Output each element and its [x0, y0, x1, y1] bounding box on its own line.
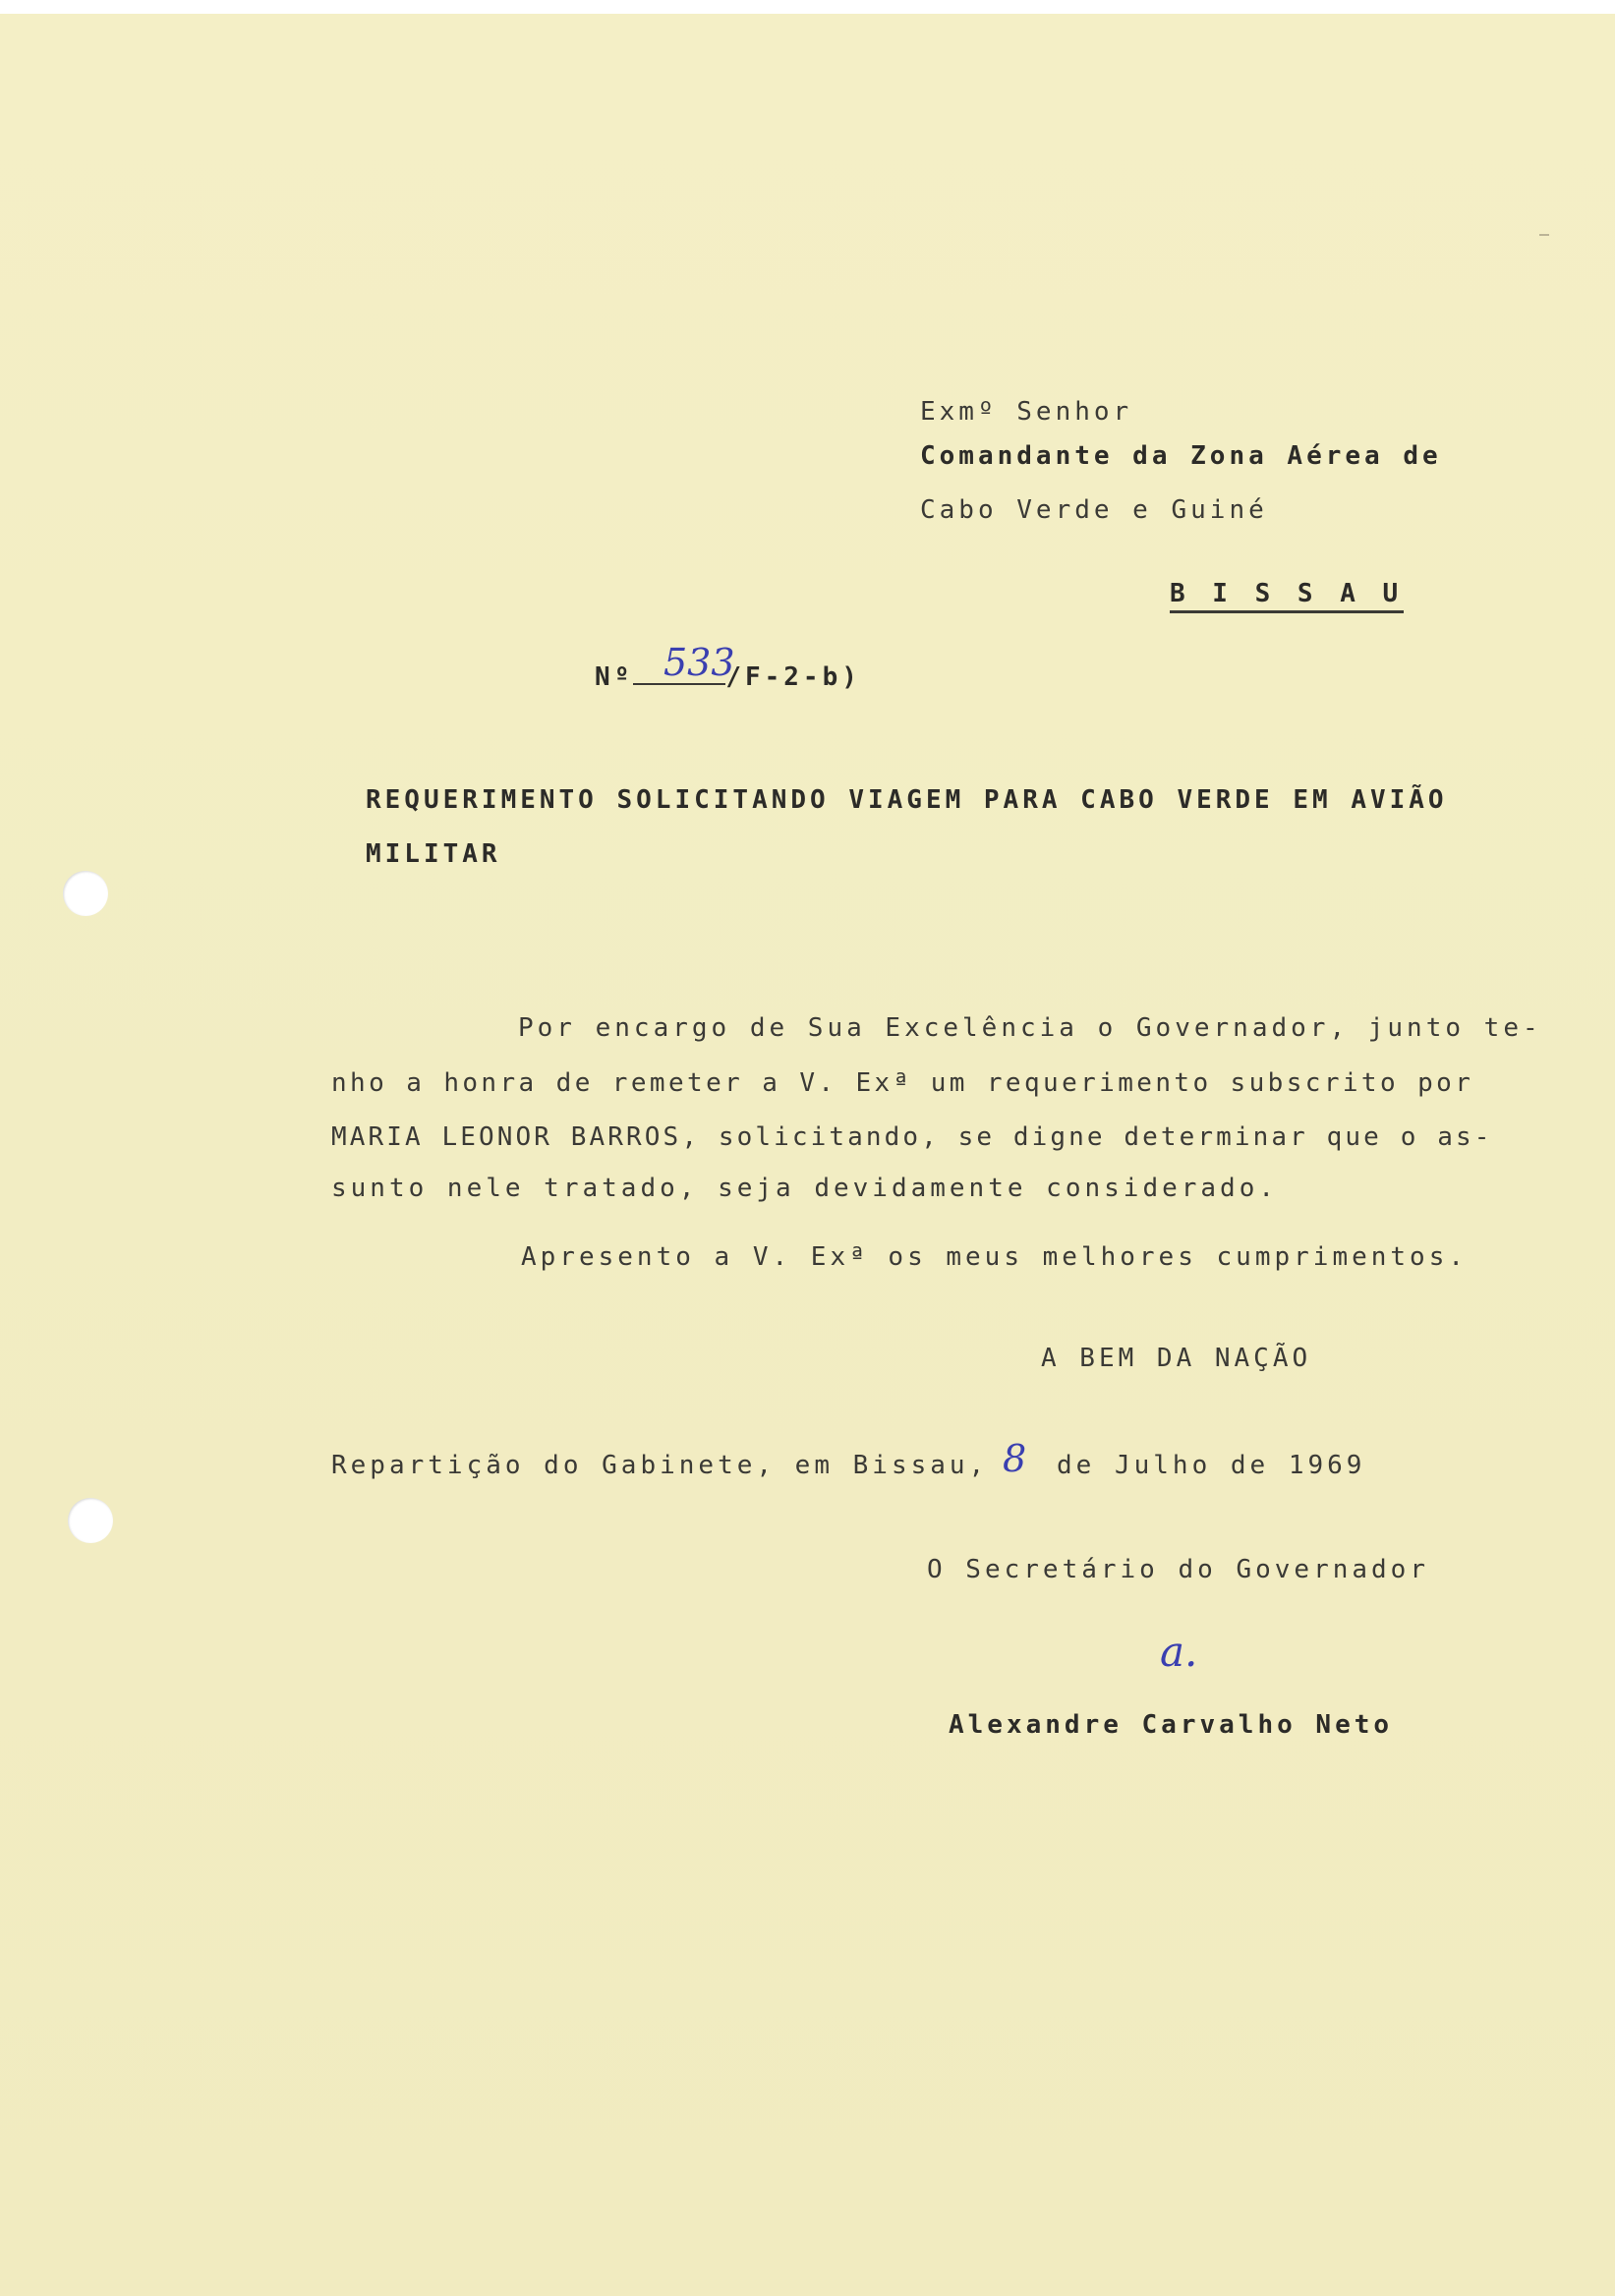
reference-prefix: Nº — [595, 662, 634, 692]
signature-name: Alexandre Carvalho Neto — [949, 1710, 1394, 1740]
dateline-prefix: Repartição do Gabinete, em Bissau, — [331, 1451, 989, 1480]
paper-mark — [1539, 234, 1549, 236]
punch-hole-bottom — [68, 1498, 113, 1543]
signature-initials: a. — [1160, 1628, 1198, 1676]
subject-line2: MILITAR — [366, 839, 501, 869]
reference-suffix: /F-2-b) — [725, 662, 861, 692]
addressee-salutation: Exmº Senhor — [920, 397, 1133, 427]
body-line1: Por encargo de Sua Excelência o Governador, junto te- — [518, 1013, 1542, 1043]
body-closing: Apresento a V. Exª os meus melhores cumprimentos. — [521, 1242, 1469, 1272]
addressee-title-line2: Cabo Verde e Guiné — [920, 495, 1268, 525]
subject-line1: REQUERIMENTO SOLICITANDO VIAGEM PARA CABO VERDE EM AVIÃO — [366, 785, 1448, 815]
addressee-city: B I S S A U — [1170, 579, 1404, 613]
motto: A BEM DA NAÇÃO — [1041, 1344, 1312, 1373]
punch-hole-top — [63, 871, 108, 916]
signature-role: O Secretário do Governador — [927, 1555, 1429, 1584]
body-line4: sunto nele tratado, seja devidamente considerado. — [331, 1174, 1279, 1203]
body-line2: nho a honra de remeter a V. Exª um requerimento subscrito por — [331, 1068, 1474, 1098]
handwritten-day: 8 — [1003, 1437, 1027, 1480]
document-page — [0, 14, 1615, 2296]
body-line3: MARIA LEONOR BARROS, solicitando, se digne determinar que o as- — [331, 1122, 1493, 1152]
addressee-title-line1: Comandante da Zona Aérea de — [920, 441, 1442, 471]
handwritten-reference-number: 533 — [663, 641, 735, 684]
dateline-suffix: de Julho de 1969 — [1057, 1451, 1366, 1480]
